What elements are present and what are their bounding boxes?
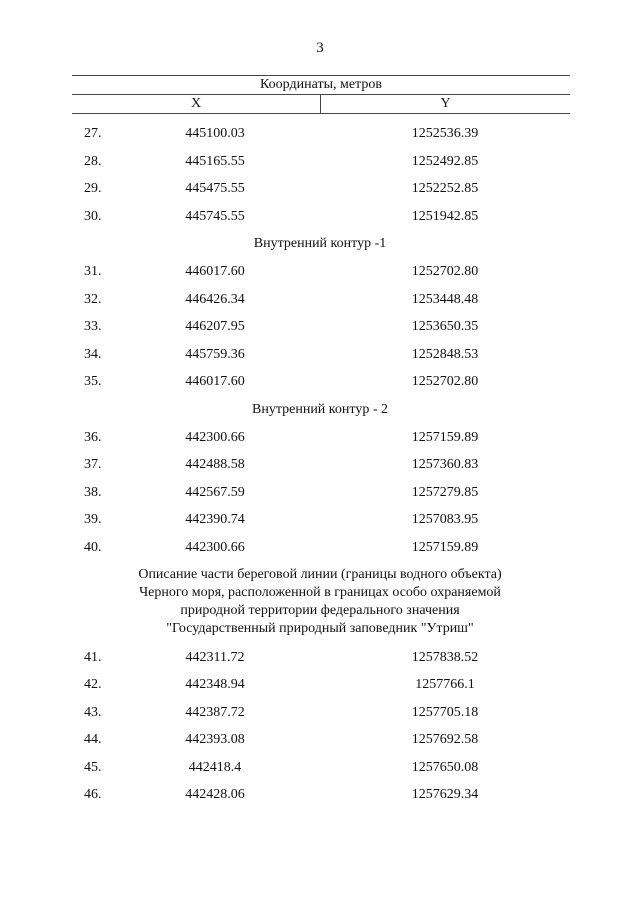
y-coordinate: 1253650.35 (411, 319, 479, 335)
point-number: 34. (84, 346, 102, 362)
point-number: 39. (84, 512, 102, 528)
x-coordinate: 442428.06 (185, 787, 245, 803)
coordinates-title: Координаты, метров (260, 77, 382, 92)
y-coordinate: 1252848.53 (411, 346, 479, 362)
table-row (0, 671, 640, 699)
description-line: Черного моря, расположенной в границах особо охраняемой (139, 584, 501, 600)
table-row (0, 781, 640, 809)
point-number: 45. (84, 759, 102, 775)
x-coordinate: 442348.94 (185, 677, 245, 693)
point-number: 43. (84, 704, 102, 720)
point-number: 30. (84, 208, 102, 224)
section-title-inner-contour-1: Внутренний контур -1 (253, 236, 387, 252)
coordinates-table-header (72, 75, 570, 114)
description-line: природной территории федерального значения (180, 602, 460, 618)
point-number: 31. (84, 263, 102, 279)
table-row (0, 699, 640, 727)
y-coordinate: 1257692.58 (411, 732, 479, 748)
table-row (0, 726, 640, 754)
y-coordinate: 1257159.89 (411, 429, 479, 445)
table-row (0, 258, 640, 286)
description-line: "Государственный природный заповедник "Утриш" (166, 620, 474, 636)
column-header-y: Y (440, 96, 451, 111)
y-coordinate: 1257766.1 (415, 677, 475, 693)
y-coordinate: 1252536.39 (411, 126, 479, 141)
table-row (0, 368, 640, 396)
y-coordinate: 1252702.80 (411, 263, 479, 279)
point-number: 37. (84, 457, 102, 473)
y-coordinate: 1257159.89 (411, 539, 479, 555)
x-coordinate: 445475.55 (185, 181, 245, 197)
x-coordinate: 442393.08 (185, 732, 245, 748)
y-coordinate: 1257838.52 (411, 649, 479, 665)
x-coordinate: 445100.03 (185, 126, 245, 141)
point-number: 42. (84, 677, 102, 693)
point-number: 27. (84, 126, 102, 141)
y-coordinate: 1257360.83 (411, 457, 479, 473)
table-row (0, 506, 640, 534)
x-coordinate: 442300.66 (185, 429, 245, 445)
point-number: 41. (84, 649, 102, 665)
x-coordinate: 446426.34 (185, 291, 245, 307)
point-number: 32. (84, 291, 102, 307)
y-coordinate: 1252252.85 (411, 181, 479, 197)
table-row (0, 534, 640, 562)
y-coordinate: 1257279.85 (411, 484, 479, 500)
table-row (0, 313, 640, 341)
point-number: 36. (84, 429, 102, 445)
x-coordinate: 446017.60 (185, 263, 245, 279)
point-number: 28. (84, 153, 102, 169)
point-number: 38. (84, 484, 102, 500)
description-line: Описание части береговой линии (границы водного объекта) (138, 566, 502, 582)
table-row (0, 341, 640, 369)
x-coordinate: 442387.72 (185, 704, 245, 720)
table-row (0, 175, 640, 203)
section-title-inner-contour-2: Внутренний контур - 2 (252, 401, 388, 417)
y-coordinate: 1257083.95 (411, 512, 479, 528)
x-coordinate: 445745.55 (185, 208, 245, 224)
x-coordinate: 442300.66 (185, 539, 245, 555)
coordinates-table-body (0, 120, 640, 809)
table-row (0, 644, 640, 672)
y-coordinate: 1257650.08 (411, 759, 479, 775)
x-coordinate: 446017.60 (185, 374, 245, 390)
x-coordinate: 442390.74 (185, 512, 245, 528)
y-coordinate: 1253448.48 (411, 291, 479, 307)
table-row (0, 203, 640, 231)
header-bottom-rule (72, 113, 570, 114)
y-coordinate: 1257705.18 (411, 704, 479, 720)
y-coordinate: 1252492.85 (411, 153, 479, 169)
column-headers (72, 95, 570, 113)
x-coordinate: 442488.58 (185, 457, 245, 473)
table-row (0, 120, 640, 148)
table-row (0, 451, 640, 479)
table-row (0, 148, 640, 176)
point-number: 40. (84, 539, 102, 555)
column-header-x: X (72, 95, 321, 113)
table-row (0, 286, 640, 314)
x-coordinate: 445759.36 (185, 346, 245, 362)
x-coordinate: 442418.4 (188, 759, 242, 775)
x-coordinate: 445165.55 (185, 153, 245, 169)
y-coordinate: 1257629.34 (411, 787, 479, 803)
table-row (0, 479, 640, 507)
point-number: 46. (84, 787, 102, 803)
point-number: 35. (84, 374, 102, 390)
table-row (0, 424, 640, 452)
page-number: 3 (316, 40, 324, 56)
table-row (0, 754, 640, 782)
coastline-description (0, 562, 640, 644)
y-coordinate: 1252702.80 (411, 374, 479, 390)
x-coordinate: 442311.72 (185, 649, 245, 665)
y-coordinate: 1251942.85 (411, 208, 479, 224)
point-number: 44. (84, 732, 102, 748)
x-coordinate: 442567.59 (185, 484, 245, 500)
point-number: 33. (84, 319, 102, 335)
x-coordinate: 446207.95 (185, 319, 245, 335)
point-number: 29. (84, 181, 102, 197)
